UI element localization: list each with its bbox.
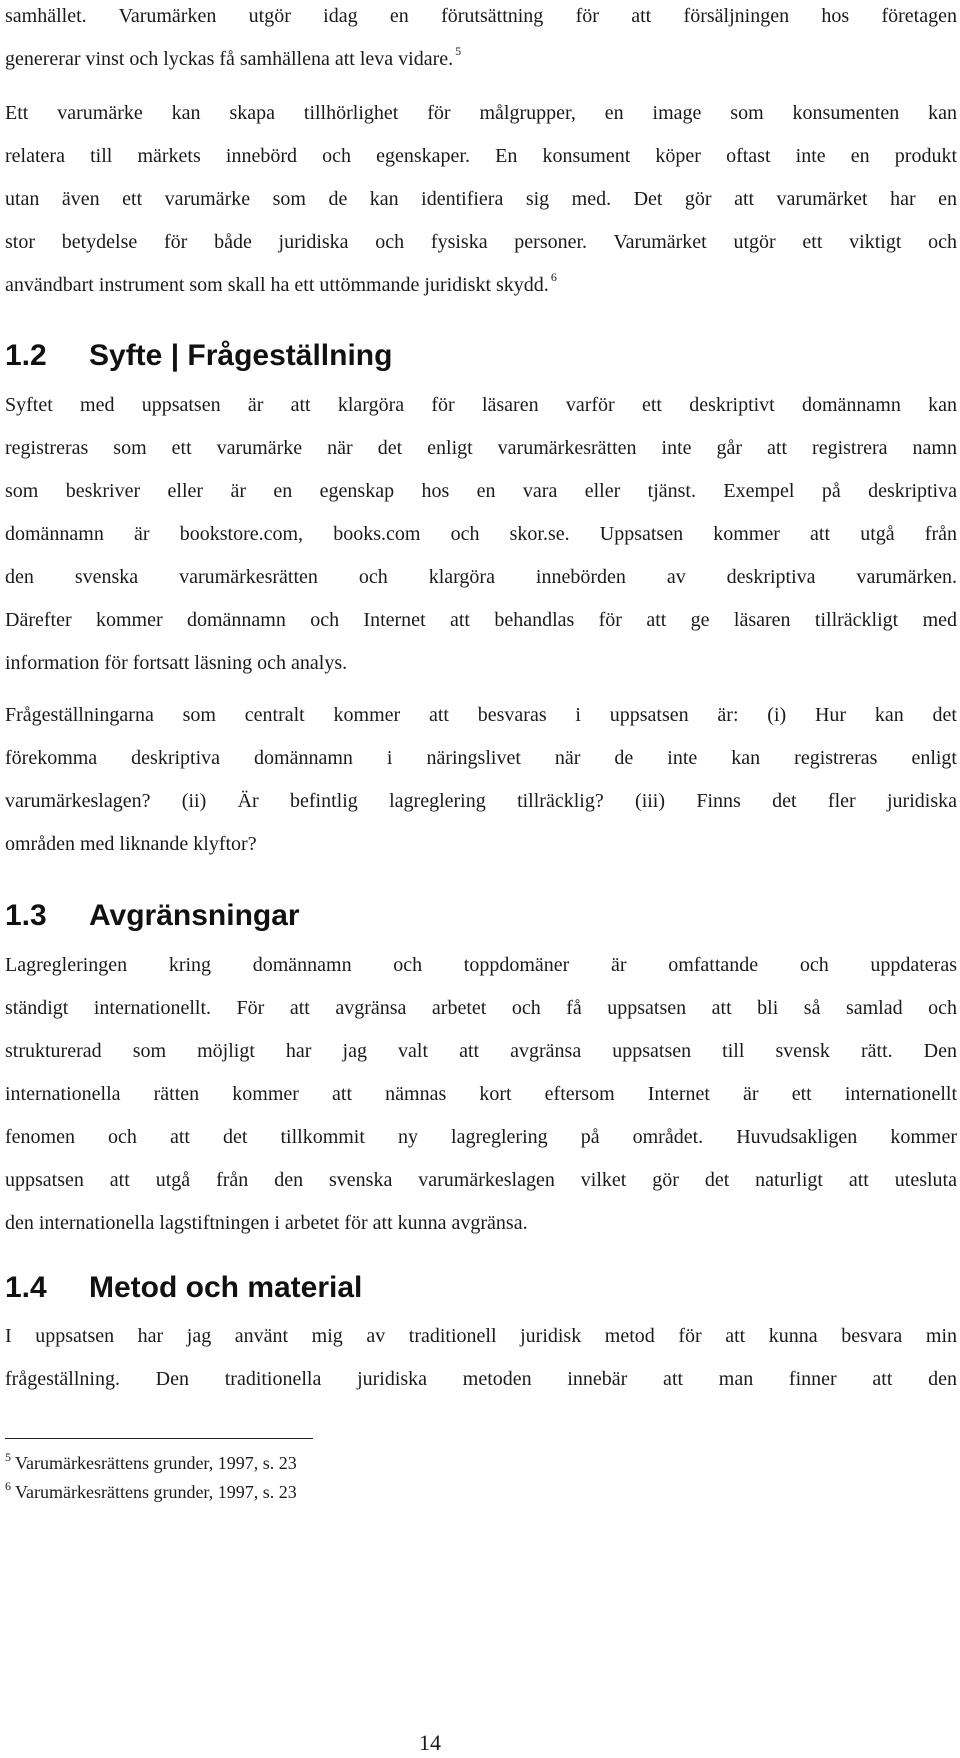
text-line: strukturerad som möjligt har jag valt att avgränsa uppsatsen till svensk rätt. Den (5, 1040, 957, 1062)
text-line: genererar vinst och lyckas få samhällena att leva vidare. $^5$ (5, 44, 462, 70)
text-line: uppsatsen att utgå från den svenska varumärkeslagen vilket gör det naturligt att utesluta (5, 1169, 957, 1191)
section-title: Syfte | Frågeställning (89, 339, 393, 372)
text-line: domännamn är bookstore.com, books.com och skor.se. Uppsatsen kommer att utgå från (5, 523, 957, 545)
section-number: 1.2 (5, 339, 47, 372)
text-line: stor betydelse för både juridiska och fysiska personer. Varumärket utgör ett viktigt och (5, 231, 957, 253)
text-line: registreras som ett varumärke när det enligt varumärkesrätten inte går att registrera namn (5, 437, 957, 459)
footnote-text: Varumärkesrättens grunder, 1997, s. 23 (15, 1453, 297, 1473)
footnote-text: Varumärkesrättens grunder, 1997, s. 23 (15, 1482, 297, 1502)
text-line: fenomen och att det tillkommit ny lagreglering på området. Huvudsakligen kommer (5, 1126, 957, 1148)
limitations-paragraph (5, 944, 957, 1245)
text-line: den svenska varumärkesrätten och klargöra innebörden av deskriptiva varumärken. (5, 566, 957, 588)
footnote (5, 1480, 297, 1506)
footnote-reference[interactable]: 6 (550, 270, 557, 284)
text-line: ständigt internationellt. För att avgränsa arbetet och få uppsatsen att bli så samlad och (5, 997, 957, 1019)
section-number: 1.4 (5, 1271, 47, 1304)
brand-paragraph (5, 92, 957, 307)
section-title: Avgränsningar (89, 899, 300, 932)
footnote-reference[interactable]: 5 (455, 44, 462, 58)
section-heading-1-4 (5, 1268, 362, 1308)
text-line: områden med liknande klyftor? (5, 833, 257, 855)
footnote (5, 1451, 297, 1477)
page-number: 14 (419, 1730, 441, 1755)
text-line: Frågeställningarna som centralt kommer att besvaras i uppsatsen är: (i) Hur kan det (5, 704, 957, 726)
text-line: förekomma deskriptiva domännamn i näringslivet när de inte kan registreras enligt (5, 747, 957, 769)
footnote-mark: 6 (5, 1479, 11, 1493)
footnote-mark: 5 (5, 1450, 11, 1464)
section-number: 1.3 (5, 899, 47, 932)
text-line: Lagregleringen kring domännamn och toppdomäner är omfattande och uppdateras (5, 954, 957, 976)
section-heading-1-2 (5, 336, 392, 376)
text-line: relatera till märkets innebörd och egenskaper. En konsument köper oftast inte en produkt (5, 145, 957, 167)
section-heading-1-3 (5, 896, 300, 936)
text-line: information för fortsatt läsning och analys. (5, 652, 348, 674)
text-line: I uppsatsen har jag använt mig av traditionell juridisk metod för att kunna besvara min (5, 1325, 957, 1347)
intro-paragraph (5, 0, 957, 81)
method-paragraph (5, 1315, 957, 1401)
text-line: samhället. Varumärken utgör idag en förutsättning för att försäljningen hos företagen (5, 5, 957, 27)
section-title: Metod och material (89, 1271, 363, 1304)
text-line: Syftet med uppsatsen är att klargöra för läsaren varför ett deskriptivt domännamn kan (5, 394, 957, 416)
text-line: varumärkeslagen? (ii) Är befintlig lagreglering tillräcklig? (iii) Finns det fler juridiska (5, 790, 957, 812)
text-line: internationella rätten kommer att nämnas kort eftersom Internet är ett internationellt (5, 1083, 957, 1105)
text-line: frågeställning. Den traditionella juridiska metoden innebär att man finner att den (5, 1368, 957, 1390)
text-line: utan även ett varumärke som de kan identifiera sig med. Det gör att varumärket har en (5, 188, 957, 210)
footnote-divider (5, 1438, 313, 1439)
questions-paragraph (5, 694, 957, 866)
text-line: Därefter kommer domännamn och Internet att behandlas för att ge läsaren tillräckligt med (5, 609, 957, 631)
text-line: användbart instrument som skall ha ett uttömmande juridiskt skydd. $^6$ (5, 270, 557, 296)
purpose-paragraph (5, 384, 957, 685)
text-line: Ett varumärke kan skapa tillhörlighet för målgrupper, en image som konsumenten kan (5, 102, 957, 124)
text-line: som beskriver eller är en egenskap hos en vara eller tjänst. Exempel på deskriptiva (5, 480, 957, 502)
text-line: den internationella lagstiftningen i arbetet för att kunna avgränsa. (5, 1212, 528, 1234)
